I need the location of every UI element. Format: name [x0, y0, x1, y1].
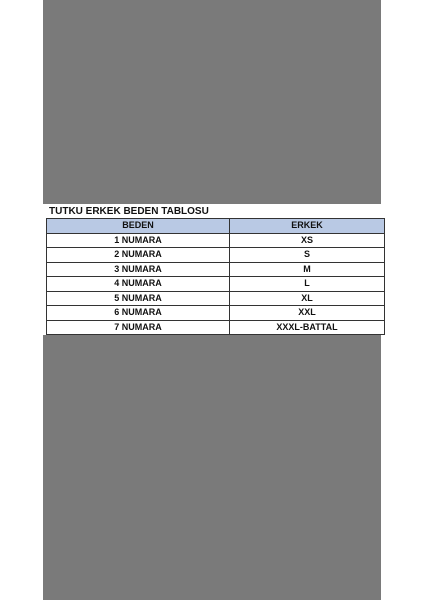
cell-beden: 6 NUMARA [47, 306, 230, 321]
table-row [47, 306, 385, 321]
table-row [47, 233, 385, 248]
cell-beden: 5 NUMARA [47, 291, 230, 306]
header-beden: BEDEN [47, 219, 230, 234]
table-row [47, 262, 385, 277]
table-title: TUTKU ERKEK BEDEN TABLOSU [49, 206, 209, 217]
table-header-row [47, 219, 385, 234]
table-row [47, 248, 385, 263]
cell-beden: 3 NUMARA [47, 262, 230, 277]
cell-erkek: M [230, 262, 385, 277]
cell-erkek: XL [230, 291, 385, 306]
size-chart-sheet [43, 204, 381, 335]
cell-erkek: XXL [230, 306, 385, 321]
header-erkek: ERKEK [230, 219, 385, 234]
gray-area-top [43, 0, 381, 204]
cell-erkek: XXXL-BATTAL [230, 320, 385, 335]
table-row [47, 277, 385, 292]
cell-beden: 1 NUMARA [47, 233, 230, 248]
cell-beden: 4 NUMARA [47, 277, 230, 292]
cell-erkek: L [230, 277, 385, 292]
table-row [47, 291, 385, 306]
cell-beden: 7 NUMARA [47, 320, 230, 335]
gray-area-bottom [43, 335, 381, 600]
table-row [47, 320, 385, 335]
cell-erkek: S [230, 248, 385, 263]
cell-erkek: XS [230, 233, 385, 248]
size-table [46, 218, 385, 335]
cell-beden: 2 NUMARA [47, 248, 230, 263]
